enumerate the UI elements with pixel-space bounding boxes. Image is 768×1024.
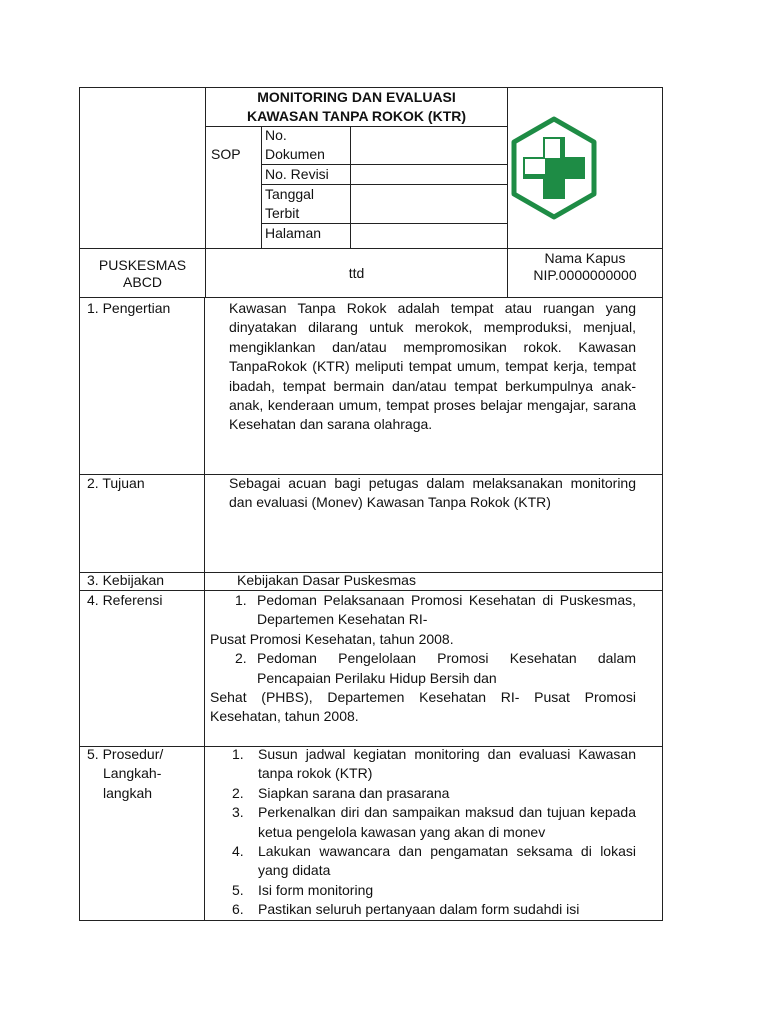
step-number: 5. xyxy=(232,881,244,898)
header-divider xyxy=(79,248,663,249)
referensi-list xyxy=(210,591,636,727)
title-divider xyxy=(206,126,507,127)
no-dokumen-line1: No. xyxy=(265,127,287,143)
puskesmas-name xyxy=(80,257,205,291)
step-number: 6. xyxy=(232,901,244,918)
prosedur-step xyxy=(230,745,636,784)
table-border-left xyxy=(79,87,80,921)
step-text: Lakukan wawancara dan pengamatan seksama di lokasi yang didata xyxy=(258,843,636,879)
step-text: Siapkan sarana dan prasarana xyxy=(258,784,450,801)
section-label-pengertian: 1. Pengertian xyxy=(87,300,171,316)
referensi-item-number: 2. xyxy=(235,650,247,667)
sop-label: SOP xyxy=(211,146,241,162)
document-title-line1: MONITORING DAN EVALUASI xyxy=(257,89,456,105)
no-dokumen-label xyxy=(265,126,325,165)
section-label-tujuan: 2. Tujuan xyxy=(87,475,145,491)
section-label-referensi: 4. Referensi xyxy=(87,592,163,608)
signature-ttd: ttd xyxy=(348,265,365,281)
section-label-kebijakan: 3. Kebijakan xyxy=(87,572,165,588)
row-divider xyxy=(79,297,663,298)
halaman-label: Halaman xyxy=(265,225,322,241)
step-number: 2. xyxy=(232,784,244,801)
prosedur-step xyxy=(230,842,636,881)
tanggal-line1: Tanggal xyxy=(265,186,315,202)
referensi-item xyxy=(210,649,636,688)
document-title-line2: KAWASAN TANPA ROKOK (KTR) xyxy=(246,108,467,124)
puskesmas-logo-icon xyxy=(511,116,597,220)
step-text: Susun jadwal kegiatan monitoring dan evaluasi Kawasan tanpa rokok (KTR) xyxy=(258,746,636,782)
meta-col-divider xyxy=(261,126,262,249)
kapus-name: Nama Kapus xyxy=(544,250,626,266)
puskesmas-line1: PUSKESMAS xyxy=(98,257,187,273)
referensi-item-continuation: Sehat (PHBS), Departemen Kesehatan RI- Pusat Promosi Kesehatan, tahun 2008. xyxy=(210,689,636,725)
prosedur-step xyxy=(230,881,636,900)
no-revisi-label: No. Revisi xyxy=(265,166,329,182)
prosedur-label-line1: 5. Prosedur/ xyxy=(87,746,164,762)
referensi-item-text: Pedoman Pengelolaan Promosi Kesehatan dalam Pencapaian Perilaku Hidup Bersih dan xyxy=(257,650,636,686)
step-number: 4. xyxy=(232,843,244,860)
tanggal-line2: Terbit xyxy=(265,205,300,222)
kapus-block xyxy=(508,250,662,284)
referensi-item xyxy=(210,591,636,630)
section-label-prosedur xyxy=(87,745,163,803)
prosedur-label-line3: langkah xyxy=(103,784,153,801)
pengertian-text: Kawasan Tanpa Rokok adalah tempat atau ruangan yang dinyatakan dilarang untuk merokok, memproduksi, menjual, mengiklankan dan/atau mempromosikan rokok. Kawasan TanpaRokok (KTR) meliputi tempat umum, tempat kerja, tempat ibadah, tempat bermain dan/atau tempat berkumpulnya anak-anak, kenderaan umum, tempat proses belajar mengajar, sarana Kesehatan dan sarana olahraga. xyxy=(229,300,636,433)
step-text: Perkenalkan diri dan sampaikan maksud dan tujuan kepada ketua pengelola kawasan yang akan di monev xyxy=(258,804,636,840)
table-border-bottom xyxy=(79,920,663,921)
kebijakan-text: Kebijakan Dasar Puskesmas xyxy=(237,572,416,588)
prosedur-steps xyxy=(230,745,636,920)
referensi-item-number: 1. xyxy=(235,592,247,608)
puskesmas-line2: ABCD xyxy=(123,274,162,290)
step-text: Isi form monitoring xyxy=(258,881,374,898)
step-number: 1. xyxy=(232,746,244,762)
referensi-item-continuation: Pusat Promosi Kesehatan, tahun 2008. xyxy=(210,630,454,647)
step-text: Pastikan seluruh pertanyaan dalam form sudahdi isi xyxy=(258,901,580,918)
prosedur-step xyxy=(230,900,636,919)
body-col-divider xyxy=(204,297,205,921)
document-title xyxy=(206,88,507,126)
referensi-item-text: Pedoman Pelaksanaan Promosi Kesehatan di Puskesmas, Departemen Kesehatan RI- xyxy=(257,592,636,628)
prosedur-step xyxy=(230,784,636,803)
tujuan-text: Sebagai acuan bagi petugas dalam melaksanakan monitoring dan evaluasi (Monev) Kawasan Tanpa Rokok (KTR) xyxy=(229,475,636,511)
no-dokumen-line2: Dokumen xyxy=(265,146,325,163)
table-border-right xyxy=(662,87,663,921)
prosedur-label-line2: Langkah- xyxy=(103,765,162,782)
tanggal-terbit-label xyxy=(265,185,314,224)
prosedur-step xyxy=(230,803,636,842)
meta-col-divider xyxy=(350,126,351,249)
step-number: 3. xyxy=(232,804,244,821)
kapus-nip: NIP.0000000000 xyxy=(533,267,637,283)
